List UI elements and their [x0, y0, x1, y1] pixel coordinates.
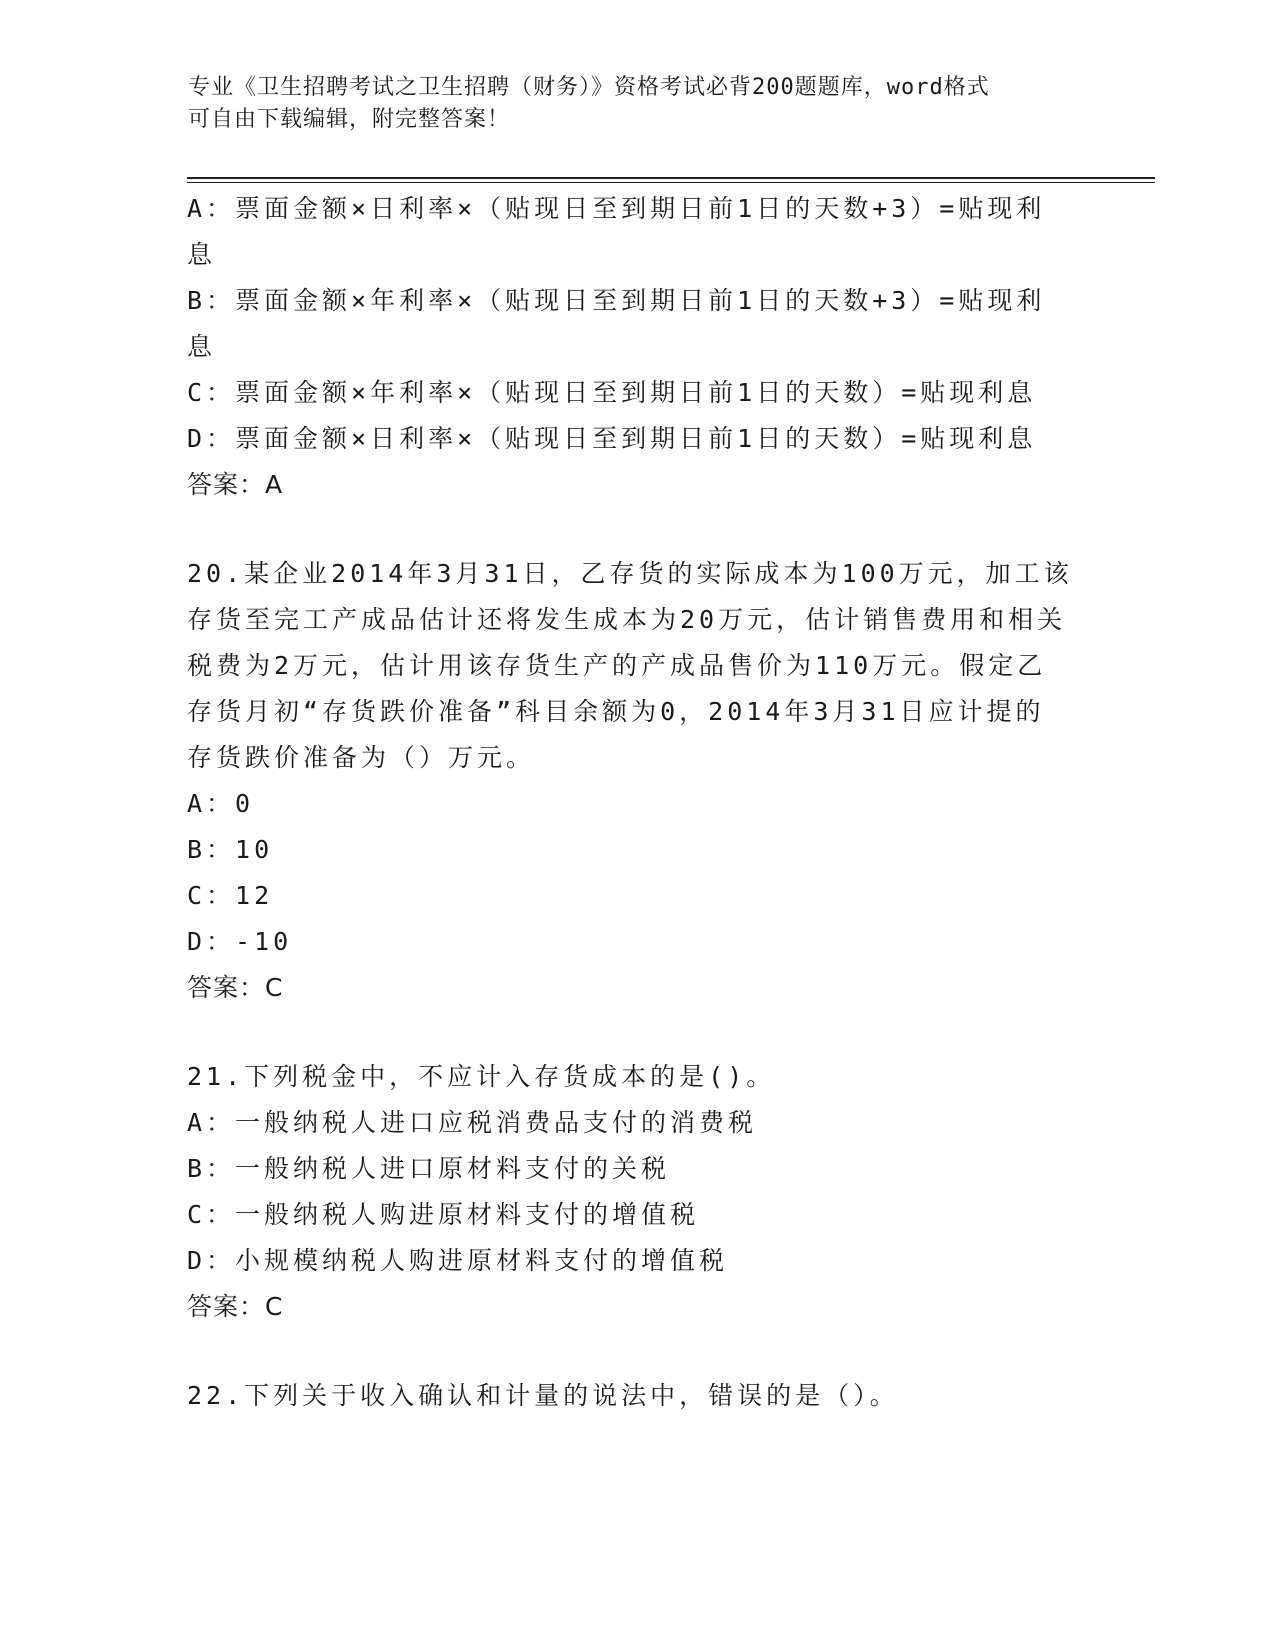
q21-option-c: C：一般纳税人购进原材料支付的增值税	[187, 1200, 700, 1229]
q20-option-b: B：10	[187, 835, 274, 864]
question-20	[187, 551, 1073, 1011]
q21-option-a: A：一般纳税人进口应税消费品支付的消费税	[187, 1108, 758, 1137]
document-header	[188, 72, 1068, 136]
q20-stem-line-2: 存货至完工产成品估计还将发生成本为20万元，估计销售费用和相关	[187, 605, 1067, 634]
q20-answer: 答案：C	[187, 973, 284, 1002]
q19-option-d: D：票面金额×日利率×（贴现日至到期日前1日的天数）=贴现利息	[187, 424, 1037, 453]
q20-stem-line-1: 20.某企业2014年3月31日，乙存货的实际成本为100万元，加工该	[187, 559, 1073, 588]
q19-option-c: C：票面金额×年利率×（贴现日至到期日前1日的天数）=贴现利息	[187, 378, 1037, 407]
q20-option-c: C：12	[187, 881, 274, 910]
header-divider-thin	[187, 182, 1155, 183]
q19-answer: 答案：A	[187, 470, 284, 499]
header-divider-thick	[187, 177, 1155, 179]
q19-option-b: B：票面金额×年利率×（贴现日至到期日前1日的天数+3）=贴现利息	[187, 286, 1046, 361]
question-22	[187, 1373, 1067, 1419]
document-body	[187, 186, 1073, 1419]
q20-stem-line-3: 税费为2万元，估计用该存货生产的产成品售价为110万元。假定乙	[187, 651, 1047, 680]
q20-stem-line-5: 存货跌价准备为（）万元。	[187, 743, 536, 772]
q21-option-d: D：小规模纳税人购进原材料支付的增值税	[187, 1246, 729, 1275]
q21-answer: 答案：C	[187, 1292, 284, 1321]
q21-stem: 21.下列税金中，不应计入存货成本的是()。	[187, 1062, 776, 1091]
header-line-2: 可自由下载编辑，附完整答案！	[188, 107, 511, 132]
q20-stem-line-4: 存货月初“存货跌价准备”科目余额为0，2014年3月31日应计提的	[187, 697, 1045, 726]
q19-option-a: A：票面金额×日利率×（贴现日至到期日前1日的天数+3）=贴现利息	[187, 194, 1046, 269]
question-21	[187, 1054, 1067, 1330]
question-19-options	[187, 186, 1067, 508]
q22-stem: 22.下列关于收入确认和计量的说法中，错误的是（）。	[187, 1381, 899, 1410]
q20-option-a: A：0	[187, 789, 255, 818]
q21-option-b: B：一般纳税人进口原材料支付的关税	[187, 1154, 671, 1183]
header-line-1: 专业《卫生招聘考试之卫生招聘（财务）》资格考试必背200题题库，word格式	[188, 75, 990, 100]
q20-option-d: D：-10	[187, 927, 293, 956]
